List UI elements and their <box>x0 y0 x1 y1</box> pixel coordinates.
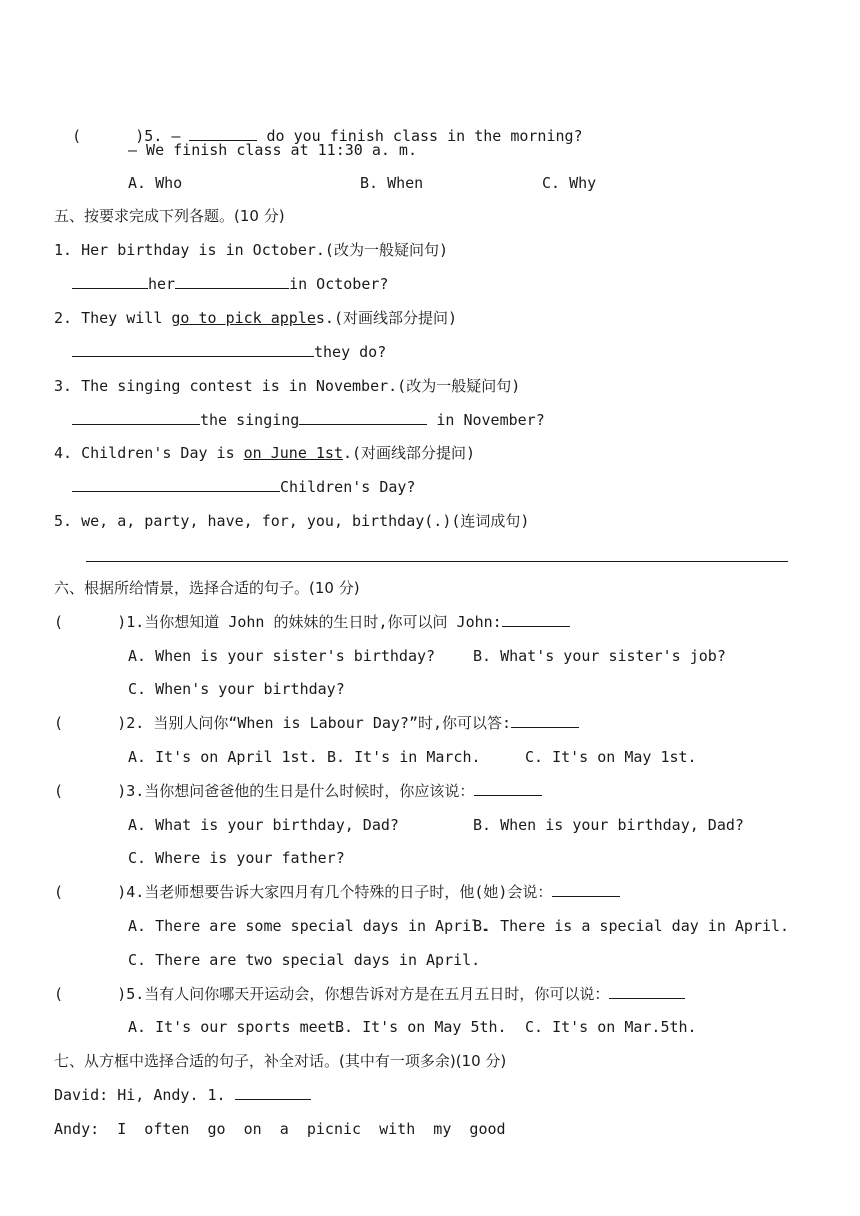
blank <box>72 274 148 289</box>
blank <box>235 1085 311 1100</box>
s5-q5-answer-line <box>86 561 788 562</box>
s5-q2 <box>54 308 457 328</box>
s7-line-2: Andy: I often go on a picnic with my good <box>54 1120 506 1138</box>
question-text: do you finish class in the morning? <box>266 127 583 145</box>
option-a: A. Who <box>128 174 183 192</box>
s6-q4-c: C. There are two special days in April. <box>128 951 481 969</box>
answer-paren: ( )5. <box>72 127 163 145</box>
answer-paren: ( ) <box>54 782 127 800</box>
text: her <box>148 275 176 293</box>
s5-q4-answer <box>72 477 415 497</box>
option-b: B. When <box>360 174 424 192</box>
s6-q1-c: C. When's your birthday? <box>128 680 345 698</box>
blank <box>552 882 620 897</box>
dialogue-text: David: Hi, Andy. 1. <box>54 1086 235 1104</box>
option-c: C. Why <box>542 174 597 192</box>
text: they do? <box>314 343 387 361</box>
answer-blank <box>189 126 257 141</box>
s6-q1-b: B. What's your sister's job? <box>473 647 726 665</box>
s6-q1-a: A. When is your sister's birthday? <box>128 647 436 665</box>
s6-q2 <box>54 713 579 733</box>
s6-q4-a: A. There are some special days in April. <box>128 917 490 935</box>
s6-q3 <box>54 781 542 801</box>
blank <box>175 274 289 289</box>
text: Children's Day? <box>280 478 416 496</box>
underlined-text: on June 1st <box>243 444 343 462</box>
text: in November? <box>427 411 545 429</box>
s5-q2-answer <box>72 342 386 362</box>
blank <box>72 477 280 492</box>
blank <box>502 612 570 627</box>
blank <box>72 410 200 425</box>
question-text: 1.当你想知道 John 的妹妹的生日时,你可以问 John: <box>126 613 502 631</box>
text: the singing <box>200 411 300 429</box>
s5-q1-text: 1. Her birthday is in October.(改为一般疑问句) <box>54 241 448 259</box>
question-text: 2. 当别人问你“When is Labour Day?”时,你可以答: <box>126 714 512 732</box>
s6-q4 <box>54 882 620 902</box>
s6-q3-b: B. When is your birthday, Dad? <box>473 816 744 834</box>
blank <box>474 781 542 796</box>
section-7-title: 七、从方框中选择合适的句子，补全对话。(其中有一项多余)(10 分) <box>54 1052 507 1070</box>
section-6-title: 六、根据所给情景，选择合适的句子。(10 分) <box>54 579 360 597</box>
answer-paren: ( ) <box>54 613 127 631</box>
text: .(对画线部分提问) <box>343 444 476 462</box>
s5-q3: 3. The singing contest is in November.(改为一般疑问句) <box>54 377 521 395</box>
underlined-text: go to pick apple <box>171 309 316 327</box>
s5-q4 <box>54 443 475 463</box>
blank <box>299 410 427 425</box>
question-text: 3.当你想问爸爸他的生日是什么时候时，你应该说： <box>126 782 475 800</box>
s6-q2-a: A. It's on April 1st. <box>128 748 318 766</box>
answer-paren: ( ) <box>54 714 127 732</box>
dash: — <box>171 127 181 145</box>
s6-q5-a: A. It's our sports meet. <box>128 1018 345 1036</box>
blank <box>609 984 685 999</box>
section-5-title: 五、按要求完成下列各题。(10 分) <box>54 207 285 225</box>
text: 4. Children's Day is <box>54 444 244 462</box>
s6-q2-c: C. It's on May 1st. <box>525 748 697 766</box>
text: s.(对画线部分提问) <box>315 309 458 327</box>
question-text: 5.当有人问你哪天开运动会，你想告诉对方是在五月五日时，你可以说： <box>126 985 610 1003</box>
s6-q5 <box>54 984 685 1004</box>
blank <box>72 342 314 357</box>
s6-q4-b: B. There is a special day in April. <box>473 917 790 935</box>
s6-q5-b: B. It's on May 5th. <box>335 1018 507 1036</box>
s5-q1 <box>54 240 448 260</box>
s6-q3-a: A. What is your birthday, Dad? <box>128 816 399 834</box>
answer-paren: ( ) <box>54 985 127 1003</box>
text: 2. They will <box>54 309 172 327</box>
text: in October? <box>289 275 389 293</box>
blank <box>511 713 579 728</box>
s6-q3-c: C. Where is your father? <box>128 849 345 867</box>
s6-q2-b: B. It's in March. <box>327 748 481 766</box>
answer-line: — We finish class at 11:30 a. m. <box>128 141 417 159</box>
s5-q3-answer <box>72 410 545 430</box>
s7-line-1 <box>54 1085 311 1105</box>
question-text: 4.当老师想要告诉大家四月有几个特殊的日子时，他(她)会说： <box>126 883 553 901</box>
s6-q1 <box>54 612 570 632</box>
answer-paren: ( ) <box>54 883 127 901</box>
s5-q5: 5. we, a, party, have, for, you, birthday(.)(连词成句) <box>54 512 530 530</box>
s5-q1-answer <box>72 274 388 294</box>
s6-q5-c: C. It's on Mar.5th. <box>525 1018 697 1036</box>
